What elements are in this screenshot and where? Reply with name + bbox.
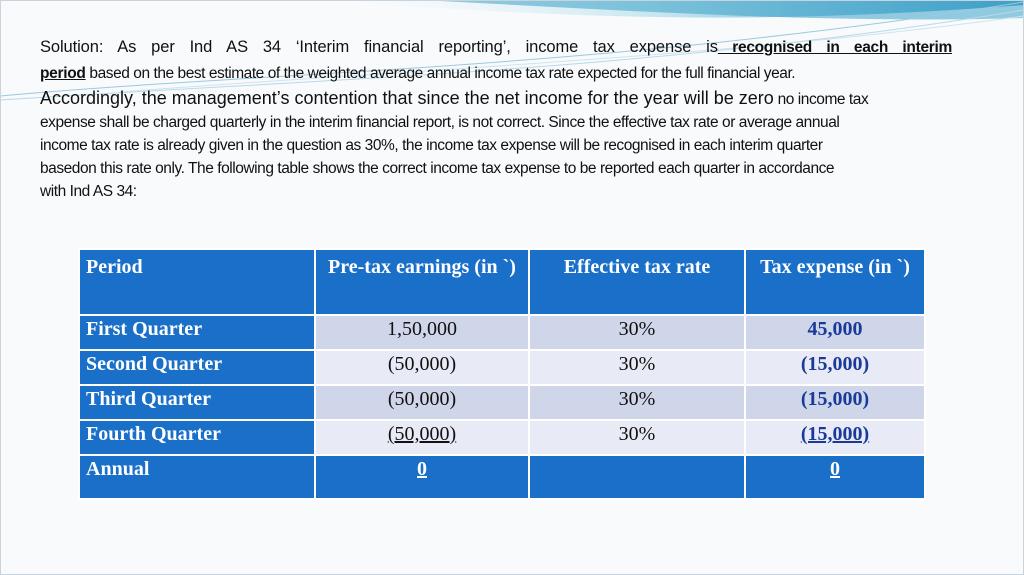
annual-period: Annual bbox=[79, 455, 315, 499]
row-rate: 30% bbox=[529, 350, 745, 385]
solution-line-4: expense shall be charged quarterly in the interim financial report, is not correct. Since the effective tax rate or average annual bbox=[40, 114, 840, 131]
header-effective-tax-rate: Effective tax rate bbox=[529, 249, 745, 315]
solution-line-6: basedon this rate only. The following table shows the correct income tax expense to be reported each quarter in accordance bbox=[40, 160, 835, 177]
solution-line-2-text: based on the best estimate of the weighted average annual income tax rate expected for the full financial year. bbox=[85, 65, 796, 82]
solution-line-7: with Ind AS 34: bbox=[40, 183, 137, 200]
solution-line-5: income tax rate is already given in the question as 30%, the income tax expense will be recognised in each interim quarter bbox=[40, 137, 823, 154]
row-period: Third Quarter bbox=[79, 385, 315, 420]
row-pretax-value: (50,000) bbox=[387, 423, 457, 445]
row-rate: 30% bbox=[529, 315, 745, 350]
solution-line-3-text: Accordingly, the management’s contention that since the net income for the year will be zero bbox=[40, 88, 774, 108]
solution-line-3-tail: no income tax bbox=[773, 91, 869, 108]
row-pretax: (50,000) bbox=[315, 350, 529, 385]
annual-pretax-value: 0 bbox=[417, 458, 427, 480]
underlined-word-period: period bbox=[40, 65, 86, 82]
row-period: Second Quarter bbox=[79, 350, 315, 385]
row-period: First Quarter bbox=[79, 315, 315, 350]
solution-line-1-text: Solution: As per Ind AS 34 ‘Interim financial reporting’, income tax expense is bbox=[40, 38, 718, 56]
header-period: Period bbox=[79, 249, 315, 315]
row-expense: 45,000 bbox=[745, 315, 925, 350]
row-rate: 30% bbox=[529, 420, 745, 455]
row-expense: (15,000) bbox=[745, 385, 925, 420]
row-period: Fourth Quarter bbox=[79, 420, 315, 455]
row-rate: 30% bbox=[529, 385, 745, 420]
row-expense-value: (15,000) bbox=[800, 423, 870, 445]
underlined-phrase: recognised in each interim bbox=[717, 39, 952, 56]
row-expense: (15,000) bbox=[745, 350, 925, 385]
header-tax-expense: Tax expense (in `) bbox=[745, 249, 925, 315]
row-pretax: (50,000) bbox=[315, 385, 529, 420]
row-pretax: 1,50,000 bbox=[315, 315, 529, 350]
annual-expense-value: 0 bbox=[830, 458, 840, 480]
header-pretax-earnings: Pre-tax earnings (in `) bbox=[315, 249, 529, 315]
